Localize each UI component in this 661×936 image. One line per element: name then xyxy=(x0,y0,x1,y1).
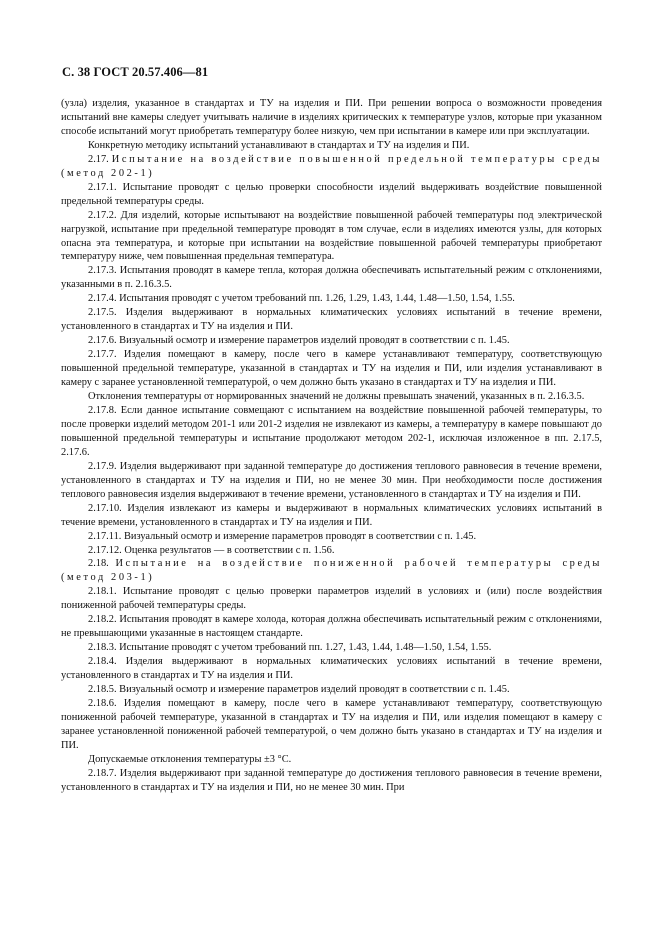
paragraph: Конкретную методику испытаний устанавливают в стандартах и ТУ на изделия и ПИ. xyxy=(88,139,470,151)
paragraph: 2.17.7. Изделия помещают в камеру, после чего в камере устанавливают температуру, соответствующую повышенной предельной температуре, указанной в стандартах и ТУ на изделия и ПИ, или изделия устанавливают в камеру с заранее установленной температурой, о чем должно быть указано в стандартах и ТУ на изделия и ПИ. xyxy=(61,349,602,389)
paragraph: 2.17.11. Визуальный осмотр и измерение параметров проводят в соответствии с п. 1.45. xyxy=(88,530,477,542)
section-heading xyxy=(61,557,602,585)
page-header: С. 38 ГОСТ 20.57.406—81 xyxy=(62,65,209,79)
paragraph: 2.17.10. Изделия извлекают из камеры и выдерживают в нормальных климатических условиях испытаний в течение времени, установленного в стандартах и ТУ на изделия и ПИ. xyxy=(61,502,602,528)
paragraph: Отклонения температуры от нормированных значений не должны превышать значений, указанных в п. 2.16.3.5. xyxy=(88,391,585,403)
paragraph: 2.18.3. Испытание проводят с учетом требований пп. 1.27, 1.43, 1.44, 1.48—1.50, 1.54, 1.55. xyxy=(88,642,492,654)
paragraph: 2.18.6. Изделия помещают в камеру, после чего в камере устанавливают температуру, соответствующую пониженной рабочей температуре, указанной в стандартах и ТУ на изделия и ПИ, или изделия помещают в камеру с заранее установленной пониженной рабочей температурой, о чем должно быть указано в стандартах и ТУ на изделия и ПИ. xyxy=(61,697,602,751)
paragraph: 2.17.12. Оценка результатов — в соответствии с п. 1.56. xyxy=(88,544,335,556)
section-number: 2.18. xyxy=(88,558,109,570)
paragraph: Допускаемые отклонения температуры ±3 °С. xyxy=(88,753,292,765)
paragraph: 2.17.5. Изделия выдерживают в нормальных климатических условиях испытаний в течение времени, установленного в стандартах и ТУ на изделия и ПИ. xyxy=(61,307,602,333)
section-title: Испытание на воздействие пониженной рабочей температуры среды (метод 203-1) xyxy=(61,558,602,584)
paragraph: 2.17.3. Испытания проводят в камере тепла, которая должна обеспечивать испытательный режим с отклонениями, указанными в п. 2.16.3.5. xyxy=(61,265,602,291)
paragraph: 2.17.8. Если данное испытание совмещают с испытанием на воздействие повышенной рабочей температуры, то после проверки изделий методом 201-1 или 201-2 изделия не извлекают из камеры, а температуру в камере повышают до повышенной предельной температуры и испытание продолжают методом 202-1, исключая изложенное в пп. 2.17.5, 2.17.6. xyxy=(61,404,602,458)
section-number: 2.17. xyxy=(88,153,109,165)
paragraph: 2.18.2. Испытания проводят в камере холода, которая должна обеспечивать испытательный режим с отклонениями, не превышающими указанные в настоящем стандарте. xyxy=(61,614,602,640)
paragraph: 2.18.1. Испытание проводят с целью проверки параметров изделий в условиях и (или) после воздействия пониженной рабочей температуры среды. xyxy=(61,586,602,612)
paragraph: 2.17.1. Испытание проводят с целью проверки способности изделий выдерживать воздействие повышенной предельной температуры среды. xyxy=(61,181,602,207)
paragraph: 2.17.6. Визуальный осмотр и измерение параметров изделий проводят в соответствии с п. 1.45. xyxy=(88,335,510,347)
paragraph: (узла) изделия, указанное в стандартах и ТУ на изделия и ПИ. При решении вопроса о возможности проведения испытаний вне камеры следует учитывать наличие в изделиях критических к температуре узлов, которые при указанном способе испытаний могут приобретать температуру более низкую, чем при испытании в камере или при эксплуатации. xyxy=(61,98,602,137)
paragraph: 2.17.9. Изделия выдерживают при заданной температуре до достижения теплового равновесия в течение времени, установленного в стандартах и ТУ на изделия и ПИ, но не менее 30 мин. При необходимости после достижения теплового равновесия изделия выдерживают в течение времени, установленного в стандартах и ТУ на изделия и ПИ. xyxy=(61,460,602,500)
section-heading xyxy=(61,153,602,181)
paragraph: 2.18.5. Визуальный осмотр и измерение параметров изделий проводят в соответствии с п. 1.45. xyxy=(88,684,510,696)
paragraph: 2.18.4. Изделия выдерживают в нормальных климатических условиях испытаний в течение времени, установленного в стандартах и ТУ на изделия и ПИ. xyxy=(61,656,602,682)
section-title: Испытание на воздействие повышенной предельной температуры среды (метод 202-1) xyxy=(61,153,602,179)
paragraph: 2.18.7. Изделия выдерживают при заданной температуре до достижения теплового равновесия в течение времени, установленного в стандартах и ТУ на изделия и ПИ, но не менее 30 мин. При xyxy=(61,767,602,793)
page-body xyxy=(61,97,602,795)
paragraph: 2.17.4. Испытания проводят с учетом требований пп. 1.26, 1.29, 1.43, 1.44, 1.48—1.50, 1.54, 1.55. xyxy=(88,293,515,305)
paragraph: 2.17.2. Для изделий, которые испытывают на воздействие повышенной рабочей температуры под электрической нагрузкой, испытание при предельной температуре проводят в том случае, если в изделиях имеются узлы, для которых опасна эта температура, и которые при испытании на воздействие повышенной рабочей температуры приобретают температуру ниже, чем повышенная предельная температура. xyxy=(61,209,602,263)
